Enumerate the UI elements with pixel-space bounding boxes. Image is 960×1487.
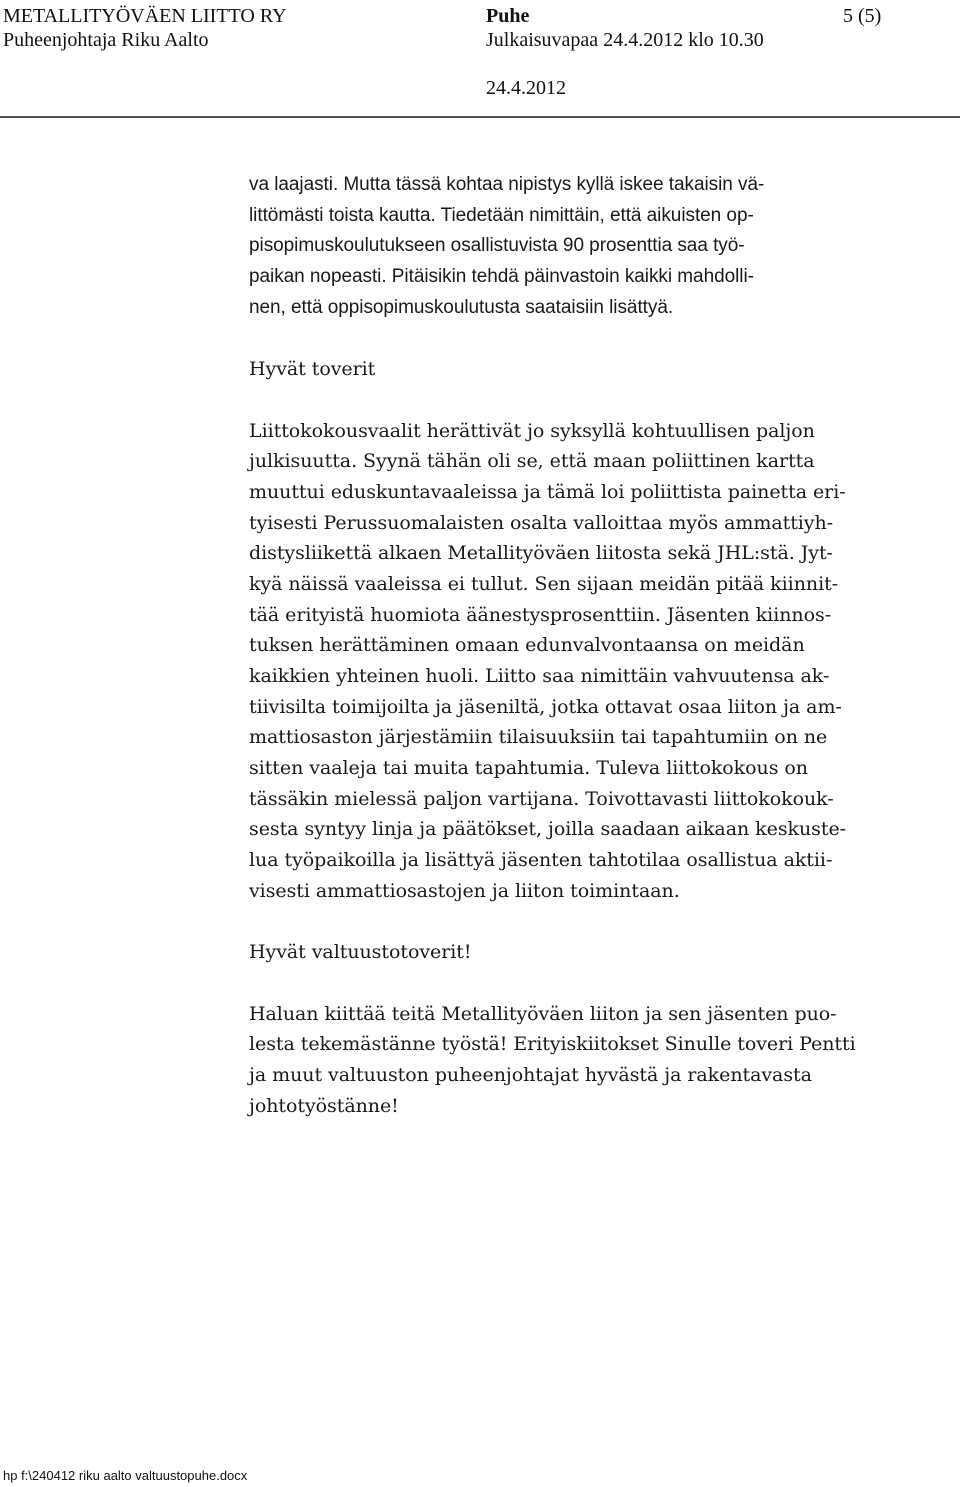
embargo-notice: Julkaisuvapaa 24.4.2012 klo 10.30: [486, 29, 764, 51]
text-line: littömästi toista kautta. Tiedetään nimittäin, että aikuisten op-: [249, 204, 754, 226]
text-line: kaikkien yhteinen huoli. Liitto saa nimittäin vahvuutensa ak-: [249, 665, 830, 687]
organization-name: METALLITYÖVÄEN LIITTO RY: [3, 5, 287, 27]
header-divider: [0, 116, 960, 118]
text-line: va laajasti. Mutta tässä kohtaa nipistys kyllä iskee takaisin vä-: [249, 174, 765, 195]
text-line: Liittokokousvaalit herättivät jo syksyllä kohtuullisen paljon: [249, 419, 815, 442]
file-path-footer: hp f:\240412 riku aalto valtuustopuhe.docx: [3, 1468, 248, 1483]
text-line: johtotyöstänne!: [249, 1094, 399, 1117]
paragraph-gap: [249, 385, 951, 416]
paragraph: [249, 937, 951, 968]
text-line: ja muut valtuuston puheenjohtajat hyvästä ja rakentavasta: [249, 1063, 812, 1086]
text-line: Hyvät toverit: [249, 358, 376, 381]
text-line: lesta tekemästänne työstä! Erityiskiitokset Sinulle toveri Pentti: [249, 1033, 856, 1056]
text-line: julkisuutta. Syynä tähän oli se, että maan poliittinen kartta: [249, 450, 815, 473]
text-line: Haluan kiittää teitä Metallityöväen liiton ja sen jäsenten puo-: [249, 1002, 837, 1025]
paragraph: [249, 354, 951, 385]
text-line: distysliikettä alkaen Metallityöväen liitosta sekä JHL:stä. Jyt-: [249, 542, 833, 565]
text-line: tyisesti Perussuomalaisten osalta valloittaa myös ammattiyh-: [249, 511, 834, 534]
text-line: kyä näissä vaaleissa ei tullut. Sen sijaan meidän pitää kiinnit-: [249, 572, 839, 595]
document-date: 24.4.2012: [486, 77, 566, 99]
paragraph: [249, 999, 951, 1122]
text-line: tuksen herättäminen omaan edunvalvontaansa on meidän: [249, 634, 805, 657]
paragraph-gap: [249, 968, 951, 999]
paragraph-gap: [249, 323, 951, 354]
text-line: mattiosaston järjestämiin tilaisuuksiin tai tapahtumiin on ne: [249, 726, 828, 749]
document-type: Puhe: [486, 5, 530, 27]
text-line: sesta syntyy linja ja päätökset, joilla saadaan aikaan keskuste-: [249, 818, 847, 841]
text-line: Hyvät valtuustotoverit!: [249, 941, 472, 964]
paragraph-gap: [249, 907, 951, 938]
text-line: nen, että oppisopimuskoulutusta saataisiin lisättyä.: [249, 296, 674, 318]
speaker-name: Puheenjohtaja Riku Aalto: [3, 29, 209, 51]
text-line: tiivisilta toimijoilta ja jäseniltä, jotka ottavat osaa liiton ja am-: [249, 695, 842, 718]
text-line: paikan nopeasti. Pitäisikin tehdä päinvastoin kaikki mahdolli-: [249, 266, 754, 288]
text-line: visesti ammattiosastojen ja liiton toimintaan.: [249, 879, 680, 902]
text-line: muuttui eduskuntavaaleissa ja tämä loi poliittista painetta eri-: [249, 480, 846, 503]
text-line: tää erityistä huomiota äänestysprosenttiin. Jäsenten kiinnos-: [249, 603, 832, 626]
paragraph: [249, 170, 951, 323]
text-line: tässäkin mielessä paljon vartijana. Toivottavasti liittokokouk-: [249, 787, 834, 810]
text-line: lua työpaikoilla ja lisättyä jäsenten tahtotilaa osallistua aktii-: [249, 849, 833, 872]
speech-body: [249, 170, 951, 1121]
paragraph: [249, 416, 951, 907]
page-number: 5 (5): [843, 5, 882, 27]
text-line: pisopimuskoulutukseen osallistuvista 90 prosenttia saa työ-: [249, 235, 745, 257]
text-line: sitten vaaleja tai muita tapahtumia. Tuleva liittokokous on: [249, 757, 808, 780]
